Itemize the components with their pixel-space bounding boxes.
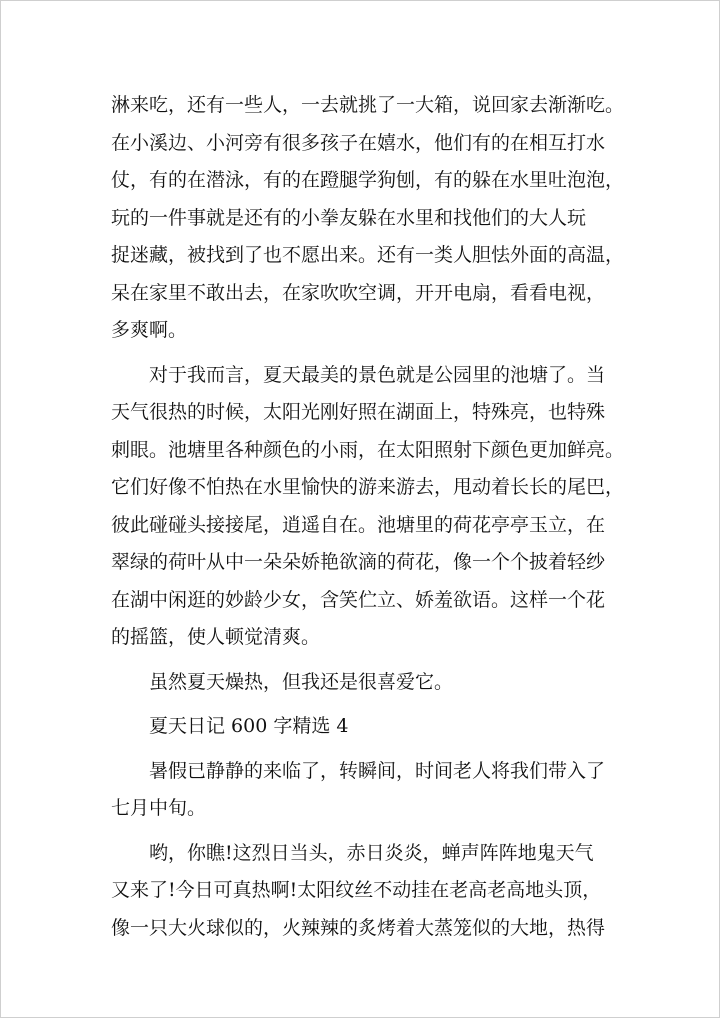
text-line: 呆在家里不敢出去，在家吹吹空调，开开电扇，看看电视，	[111, 281, 606, 304]
text-line: 的摇篮，使人顿觉清爽。	[111, 626, 321, 648]
text-line: 在湖中闲逛的妙龄少女，含笑伫立、娇羞欲语。这样一个花	[111, 588, 606, 611]
text-line: 天气很热的时候，太阳光刚好照在湖面上，特殊亮，也特殊	[111, 401, 606, 423]
text-line: 暑假已静静的来临了，转瞬间，时间老人将我们带入了	[149, 759, 606, 782]
text-line: 哟，你瞧!这烈日当头，赤日炎炎，蝉声阵阵地鬼天气	[149, 841, 594, 864]
paragraph-spacer	[111, 350, 611, 357]
text-line: 彼此碰碰头接接尾，逍遥自在。池塘里的荷花亭亭玉立，在	[111, 513, 606, 536]
paragraph-spacer	[111, 746, 611, 753]
text-line: 对于我而言，夏天最美的景色就是公园里的池塘了。当	[149, 363, 606, 386]
text-line: 虽然夏天燥热，但我还是很喜爱它。	[149, 670, 454, 693]
text-line: 翠绿的荷叶从中一朵朵娇艳欲滴的荷花，像一个个披着轻纱	[111, 551, 606, 573]
paragraph-spacer	[111, 657, 611, 664]
text-line: 七月中旬。	[111, 797, 207, 819]
paragraph-spacer	[111, 701, 611, 708]
text-line: 在小溪边、小河旁有很多孩子在嬉水，他们有的在相互打水	[111, 131, 606, 154]
document-body	[111, 87, 625, 947]
text-line: 玩的一件事就是还有的小拳友躲在水里和找他们的大人玩	[111, 206, 587, 229]
paragraph	[111, 708, 611, 746]
paragraph	[111, 664, 611, 702]
text-line: 像一只大火球似的，火辣辣的炙烤着大蒸笼似的大地，热得	[111, 916, 606, 939]
text-line: 又来了!今日可真热啊!太阳纹丝不动挂在老高老高地头顶，	[111, 879, 602, 901]
text-line: 多爽啊。	[111, 319, 188, 341]
text-line: 捉迷藏，被找到了也不愿出来。还有一类人胆怯外面的高温，	[111, 244, 625, 266]
text-line: 刺眼。池塘里各种颜色的小雨，在太阳照射下颜色更加鲜亮。	[111, 438, 625, 461]
paragraph	[111, 753, 611, 828]
paragraph-spacer	[111, 828, 611, 835]
text-line: 夏天日记 600 字精选 4	[149, 715, 349, 737]
text-line: 它们好像不怕热在水里愉快的游来游去，甩动着长长的尾巴，	[111, 476, 625, 498]
paragraph	[111, 357, 625, 657]
paragraph	[111, 87, 625, 350]
text-line: 淋来吃，还有一些人，一去就挑了一大箱，说回家去渐渐吃。	[111, 94, 625, 116]
text-line: 仗，有的在潜泳，有的在蹬腿学狗刨，有的躲在水里吐泡泡，	[111, 169, 625, 191]
paragraph	[111, 835, 611, 948]
